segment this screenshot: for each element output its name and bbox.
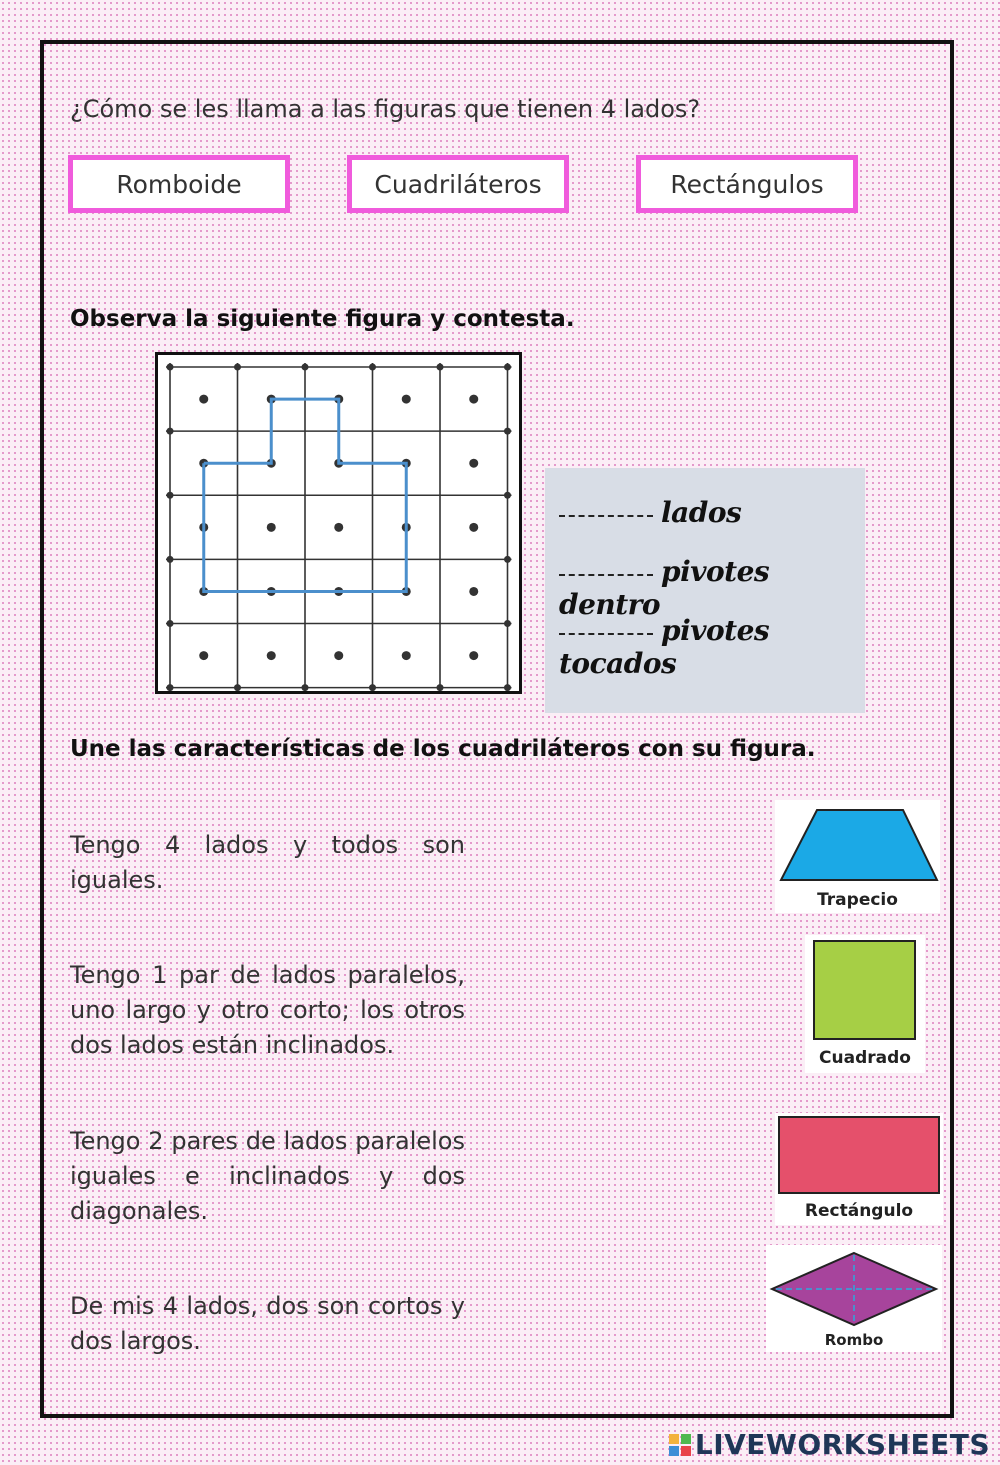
shape-card-rectangulo[interactable] bbox=[775, 1113, 943, 1225]
peg bbox=[402, 651, 411, 660]
shape-label-rectangulo: Rectángulo bbox=[804, 1201, 914, 1221]
shape-label-cuadrado: Cuadrado bbox=[819, 1048, 911, 1068]
square-shape bbox=[805, 935, 925, 1045]
brand-name: LIVEWORKSHEETS bbox=[694, 1428, 990, 1461]
shape-card-trapecio[interactable] bbox=[775, 800, 940, 913]
edge-peg bbox=[504, 620, 511, 627]
peg bbox=[267, 523, 276, 532]
statement-2[interactable]: Tengo 1 par de lados paralelos, uno largo y otro corto; los otros dos lados están inclinados. bbox=[70, 961, 465, 1059]
peg bbox=[469, 459, 478, 468]
trapezoid-shape bbox=[775, 800, 940, 885]
statement-1[interactable]: Tengo 4 lados y todos son iguales. bbox=[70, 831, 465, 894]
edge-peg bbox=[369, 364, 376, 371]
edge-peg bbox=[437, 684, 444, 691]
edge-peg bbox=[504, 364, 511, 371]
observe-title: Observa la siguiente figura y contesta. bbox=[70, 306, 575, 332]
edge-peg bbox=[504, 556, 511, 563]
answer-row-pivotes-tocados bbox=[559, 614, 865, 680]
edge-peg bbox=[167, 684, 174, 691]
edge-peg bbox=[437, 364, 444, 371]
peg bbox=[469, 587, 478, 596]
geoboard-svg bbox=[158, 355, 519, 691]
answer-label-lados: lados bbox=[661, 496, 742, 529]
answer-blank-pivotes-dentro[interactable] bbox=[559, 572, 653, 576]
shape-label-trapecio: Trapecio bbox=[817, 890, 898, 910]
edge-peg bbox=[302, 364, 309, 371]
peg bbox=[199, 395, 208, 404]
edge-peg bbox=[167, 620, 174, 627]
edge-peg bbox=[167, 364, 174, 371]
option-cuadrilateros[interactable]: Cuadriláteros bbox=[347, 155, 569, 213]
shape-card-rombo[interactable] bbox=[766, 1245, 942, 1352]
peg bbox=[334, 651, 343, 660]
peg bbox=[267, 651, 276, 660]
answer-blank-lados[interactable] bbox=[559, 513, 653, 517]
edge-peg bbox=[234, 364, 241, 371]
edge-peg bbox=[369, 684, 376, 691]
match-title: Une las características de los cuadriláteros con su figura. bbox=[70, 736, 816, 762]
liveworksheets-brand bbox=[669, 1428, 990, 1461]
answer-blank-pivotes-tocados[interactable] bbox=[559, 631, 653, 635]
peg bbox=[402, 395, 411, 404]
peg bbox=[469, 395, 478, 404]
edge-peg bbox=[167, 556, 174, 563]
option-romboide[interactable]: Romboide bbox=[68, 155, 290, 213]
geoboard-figure bbox=[155, 352, 522, 694]
shape-card-cuadrado[interactable] bbox=[805, 935, 925, 1073]
statement-4[interactable]: De mis 4 lados, dos son cortos y dos largos. bbox=[70, 1292, 465, 1355]
peg bbox=[199, 651, 208, 660]
edge-peg bbox=[504, 492, 511, 499]
option-rectangulos[interactable]: Rectángulos bbox=[636, 155, 858, 213]
edge-peg bbox=[167, 492, 174, 499]
answer-row-lados bbox=[559, 496, 741, 529]
peg bbox=[334, 523, 343, 532]
answer-label-pivotes-tocados: pivotes tocados bbox=[559, 614, 770, 680]
edge-peg bbox=[234, 684, 241, 691]
edge-peg bbox=[302, 684, 309, 691]
rhombus-shape bbox=[766, 1245, 942, 1329]
question-text: ¿Cómo se les llama a las figuras que tienen 4 lados? bbox=[70, 95, 701, 123]
peg bbox=[469, 651, 478, 660]
answer-row-pivotes-dentro bbox=[559, 555, 865, 621]
shape-label-rombo: Rombo bbox=[824, 1331, 884, 1349]
rectangle-shape bbox=[775, 1113, 943, 1197]
answer-panel bbox=[545, 468, 865, 713]
edge-peg bbox=[167, 428, 174, 435]
answer-label-pivotes-dentro: pivotes dentro bbox=[559, 555, 770, 621]
peg bbox=[469, 523, 478, 532]
liveworksheets-logo-icon bbox=[669, 1434, 691, 1456]
edge-peg bbox=[504, 684, 511, 691]
edge-peg bbox=[504, 428, 511, 435]
statement-3[interactable]: Tengo 2 pares de lados paralelos iguales e inclinados y dos diagonales. bbox=[70, 1127, 465, 1225]
